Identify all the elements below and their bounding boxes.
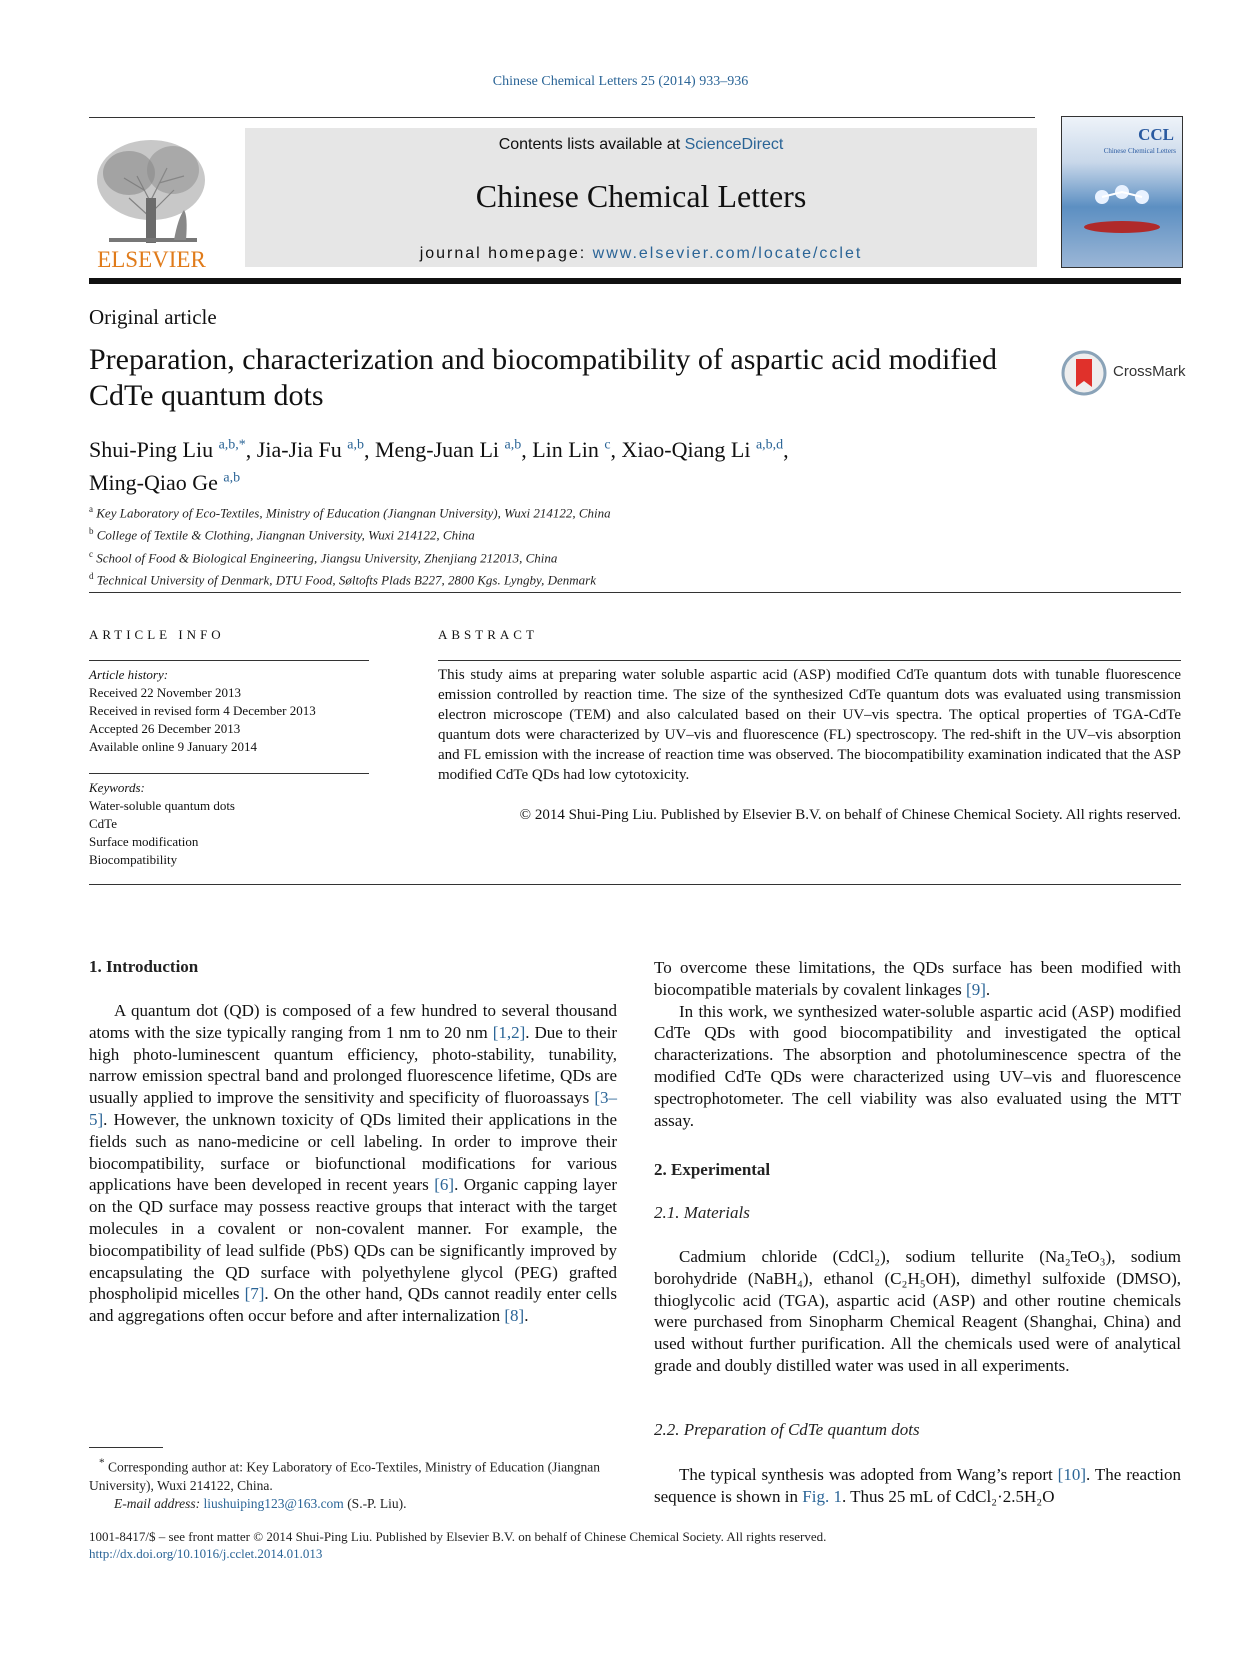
keyword-item: CdTe <box>89 816 117 831</box>
history-received: Received 22 November 2013 <box>89 685 241 700</box>
history-revised: Received in revised form 4 December 2013 <box>89 703 316 718</box>
citation-link[interactable]: [7] <box>244 1284 265 1304</box>
abstract-text: This study aims at preparing water soluble aspartic acid (ASP) modified CdTe quantum dots with tunable fluorescence emission controlled by reaction time. The size of the synthesized CdTe quantum dots was evaluated using transmission electron microscope (TEM) and also calculated based on their UV–vis spectra. The optical properties of TGA-CdTe quantum dots were characterized by UV–vis and fluorescence (FL) spectroscopy. The red-shift in the UV–vis absorption and FL emission with the increase of reaction time was observed. The biocompatibility examination indicated that the ASP modified CdTe QDs had low cytotoxicity. <box>438 667 1181 783</box>
introduction-paragraph: A quantum dot (QD) is composed of a few hundred to several thousand atoms with the size typically ranging from 1 nm to 20 nm [1,2]. Due to their high photo-luminescent quantum efficiency, photo-stability, tunability, narrow emission spectral band and prolonged fluorescence lifetime, QDs are usually applied to improve the sensitivity and specificity of fluoroassays [3–5]. However, the unknown toxicity of QDs limited their applications in the fields such as nano-medicine or cell labeling. In order to improve their biocompatibility, surface or biofunctional modifications for various applications have been developed in recent years [6]. Organic capping layer on the QD surface may possess reactive groups that interact with the target molecules in a covalent or non-covalent manner. For example, the biocompatibility of lead sulfide (PbS) QDs can be significantly improved by encapsulating the QD surface with polyethylene glycol (PEG) grafted phospholipid micelles [7]. On the other hand, QDs cannot readily enter cells and aggregations often occur before and after internalization [8]. <box>89 1001 618 1326</box>
article-type: Original article <box>89 305 217 329</box>
history-label: Article history: <box>89 667 169 682</box>
homepage-prefix: journal homepage: <box>419 245 593 262</box>
contents-prefix: Contents lists available at <box>498 136 685 153</box>
divider <box>89 773 369 774</box>
author-5[interactable]: Xiao-Qiang Li $^{a,b,d}$ <box>621 437 784 463</box>
abstract-heading: ABSTRACT <box>438 627 538 642</box>
corresponding-author-footnote: * Corresponding author at: Key Laboratory of Eco-Textiles, Ministry of Education (Jiangnan University), Wuxi 214122, China. E-mail address: liushuiping123@163.com (S.-P. Liu). <box>89 1457 601 1511</box>
keyword-item: Surface modification <box>89 834 199 849</box>
section-heading-experimental: 2. Experimental <box>654 1160 771 1179</box>
crossmark-icon <box>1061 350 1107 396</box>
author-6[interactable]: Ming-Qiao Ge $^{a,b}$ <box>89 469 241 495</box>
citation-link[interactable]: [6] <box>434 1175 455 1195</box>
divider <box>438 660 1181 661</box>
citation-link[interactable]: [10] <box>1057 1465 1086 1484</box>
affiliation-item: $^c$ School of Food & Biological Engineering, Jiangsu University, Zhenjiang 212013, China <box>89 548 558 565</box>
top-rule <box>89 117 1035 118</box>
keyword-item: Biocompatibility <box>89 852 178 867</box>
cover-molecule-icon <box>1072 172 1172 242</box>
author-2[interactable]: Jia-Jia Fu $^{a,b}$ <box>256 437 364 463</box>
abstract-copyright: © 2014 Shui-Ping Liu. Published by Elsevier B.V. on behalf of Chinese Chemical Society. All rights reserved. <box>519 807 1181 823</box>
homepage-line <box>245 245 1037 263</box>
materials-paragraph: Cadmium chloride (CdCl₂), sodium tellurite (Na₂TeO₃), sodium borohydride (NaBH₄), ethanol (C₂H₅OH), dimethyl sulfoxide (DMSO), thioglycolic acid (TGA), aspartic acid (ASP) and other routine chemicals were purchased from Sinopharm Chemical Reagent (Shanghai, China) and used without further purification. All the chemicals used were of analytical grade and doubly distilled water was used in all experiments. <box>654 1247 1181 1375</box>
affiliation-list <box>89 500 989 589</box>
affiliation-item: $^d$ Technical University of Denmark, DTU Food, Søltofts Plads B227, 2800 Kgs. Lyngby, Denmark <box>89 570 596 588</box>
keyword-list <box>89 779 235 869</box>
elsevier-wordmark: ELSEVIER <box>97 247 206 272</box>
homepage-link[interactable]: www.elsevier.com/locate/cclet <box>592 245 863 262</box>
preparation-paragraph: The typical synthesis was adopted from Wang’s report [10]. The reaction sequence is shown in Fig. 1. Thus 25 mL of CdCl₂·2.5H₂O <box>654 1465 1181 1506</box>
citation-link[interactable]: [8] <box>504 1306 525 1326</box>
email-link[interactable]: liushuiping123@163.com <box>203 1495 344 1511</box>
article-title: Preparation, characterization and biocompatibility of aspartic acid modified CdTe quantum dots <box>89 343 997 412</box>
cover-subtitle: Chinese Chemical Letters <box>1103 147 1176 155</box>
figure-link[interactable]: Fig. 1 <box>802 1486 842 1506</box>
header-thick-rule <box>89 278 1181 284</box>
author-3[interactable]: Meng-Juan Li $^{a,b}$ <box>374 437 522 463</box>
introduction-continued: To overcome these limitations, the QDs surface has been modified with biocompatible materials by covalent linkages [9]. In this work, we synthesized water-soluble aspartic acid (ASP) modified CdTe QDs with good biocompatibility and investigated the optical characterizations. The absorption and photoluminescence spectra of the modified CdTe QDs were characterized using UV–vis and fluorescence spectrophotometer. The cell viability was also evaluated using the MTT assay. <box>654 958 1181 1130</box>
affiliation-item: $^b$ College of Textile & Clothing, Jiangnan University, Wuxi 214122, China <box>89 526 475 543</box>
citation-link[interactable]: [3–5] <box>89 1088 617 1129</box>
author-list: Shui-Ping Liu $^{a,b,*}$, Jia-Jia Fu $^{a,b}$, Meng-Juan Li $^{a,b}$, Lin Lin $^c$, Xiao-Qiang Li $^{a,b,d}$, Ming-Qiao Ge $^{a,b}$ <box>89 437 789 495</box>
journal-header-box <box>245 128 1037 267</box>
author-4[interactable]: Lin Lin $^c$ <box>532 437 611 463</box>
elsevier-logo <box>89 128 214 270</box>
footer-copyright: 1001-8417/$ – see front matter © 2014 Shui-Ping Liu. Published by Elsevier B.V. on behalf of Chinese Chemical Society. All rights reserved. <box>89 1529 827 1544</box>
footnote-rule <box>89 1447 163 1448</box>
citation-link[interactable]: [9] <box>966 979 986 999</box>
divider <box>89 884 1181 885</box>
history-accepted: Accepted 26 December 2013 <box>89 721 241 736</box>
subsection-heading-preparation: 2.2. Preparation of CdTe quantum dots <box>654 1420 920 1439</box>
crossmark-label: CrossMark <box>1113 363 1186 380</box>
section-heading-introduction: 1. Introduction <box>89 957 199 976</box>
journal-name: Chinese Chemical Letters <box>475 178 807 214</box>
crossmark-badge[interactable] <box>1061 350 1186 394</box>
sciencedirect-link[interactable]: ScienceDirect <box>684 136 784 153</box>
divider <box>89 660 369 661</box>
journal-reference[interactable]: Chinese Chemical Letters 25 (2014) 933–936 <box>492 74 749 89</box>
doi-link[interactable]: http://dx.doi.org/10.1016/j.cclet.2014.01.013 <box>89 1546 323 1561</box>
journal-cover-image <box>1061 116 1183 268</box>
history-online: Available online 9 January 2014 <box>89 739 257 754</box>
keywords-label: Keywords: <box>89 780 145 795</box>
divider <box>89 592 1181 593</box>
affiliation-item: $^a$ Key Laboratory of Eco-Textiles, Ministry of Education (Jiangnan University), Wuxi 214122, China <box>89 504 611 521</box>
page-footer <box>89 1528 1181 1562</box>
cover-title: CCL <box>1138 125 1174 144</box>
article-info-heading: ARTICLE INFO <box>89 627 225 642</box>
citation-link[interactable]: [1,2] <box>492 1022 526 1042</box>
contents-line <box>245 136 1037 154</box>
subsection-heading-materials: 2.1. Materials <box>654 1203 750 1222</box>
article-history <box>89 666 316 756</box>
author-1[interactable]: Shui-Ping Liu $^{a,b,*}$ <box>89 437 246 463</box>
keyword-item: Water-soluble quantum dots <box>89 798 235 813</box>
